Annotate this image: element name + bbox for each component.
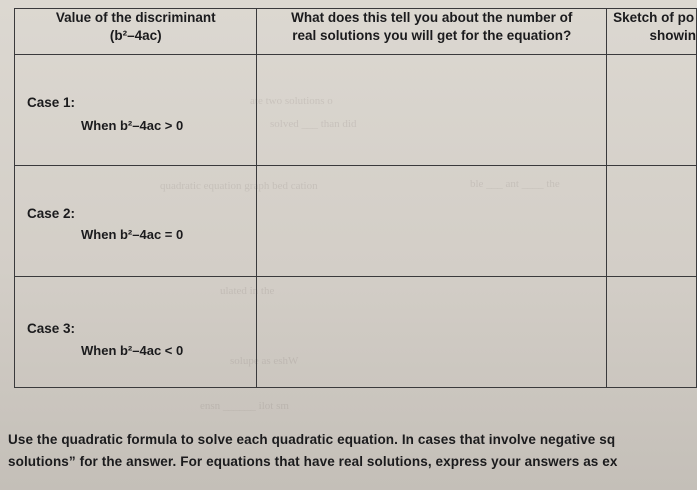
case-3-condition: When b²–4ac < 0 <box>81 343 184 358</box>
header-sketch <box>607 9 697 55</box>
header-solutions-line1: What does this tell you about the number of <box>291 10 573 25</box>
case-3-sketch-cell[interactable] <box>607 277 697 388</box>
case-1-condition: When b²–4ac > 0 <box>81 118 184 133</box>
bleed-through-text: ulated in the <box>220 285 275 297</box>
instruction-line-1: Use the quadratic formula to solve each quadratic equation. In cases that involve negative sq <box>8 432 616 447</box>
case-row-1 <box>15 55 697 166</box>
header-number-of-solutions <box>257 9 607 55</box>
header-solutions-line2: real solutions you will get for the equation? <box>292 28 572 43</box>
case-3-cell <box>15 277 257 388</box>
header-discriminant-line1: Value of the discriminant <box>55 10 216 25</box>
case-1-cell <box>15 55 257 166</box>
header-discriminant <box>15 9 257 55</box>
bleed-through-text: solupe as eshW <box>230 355 299 367</box>
bleed-through-text: quadratic equation graph bed cation <box>160 180 318 192</box>
case-2-cell <box>15 166 257 277</box>
case-2-condition: When b²–4ac = 0 <box>81 227 184 242</box>
case-1-label: Case 1: <box>27 95 76 110</box>
instruction-line-2: solutions” for the answer. For equations that have real solutions, express your answers as ex <box>8 454 618 469</box>
bleed-through-text: ble ___ ant ____ the <box>470 178 560 190</box>
table-header-row <box>15 9 697 55</box>
bleed-through-text: ate two solutions o <box>250 95 333 107</box>
header-sketch-line2: showin <box>649 28 696 43</box>
case-row-2 <box>15 166 697 277</box>
header-sketch-line1: Sketch of po <box>613 10 695 25</box>
case-2-label: Case 2: <box>27 206 76 221</box>
case-3-label: Case 3: <box>27 321 76 336</box>
case-3-answer-cell[interactable] <box>257 277 607 388</box>
bleed-through-text: ensn ______ ilot sm <box>200 400 289 412</box>
case-2-answer-cell[interactable] <box>257 166 607 277</box>
case-2-sketch-cell[interactable] <box>607 166 697 277</box>
header-discriminant-line2: (b²–4ac) <box>109 28 162 43</box>
case-1-sketch-cell[interactable] <box>607 55 697 166</box>
case-row-3 <box>15 277 697 388</box>
case-1-answer-cell[interactable] <box>257 55 607 166</box>
bleed-through-text: solved ___ than did <box>270 118 357 130</box>
discriminant-table <box>14 8 697 388</box>
